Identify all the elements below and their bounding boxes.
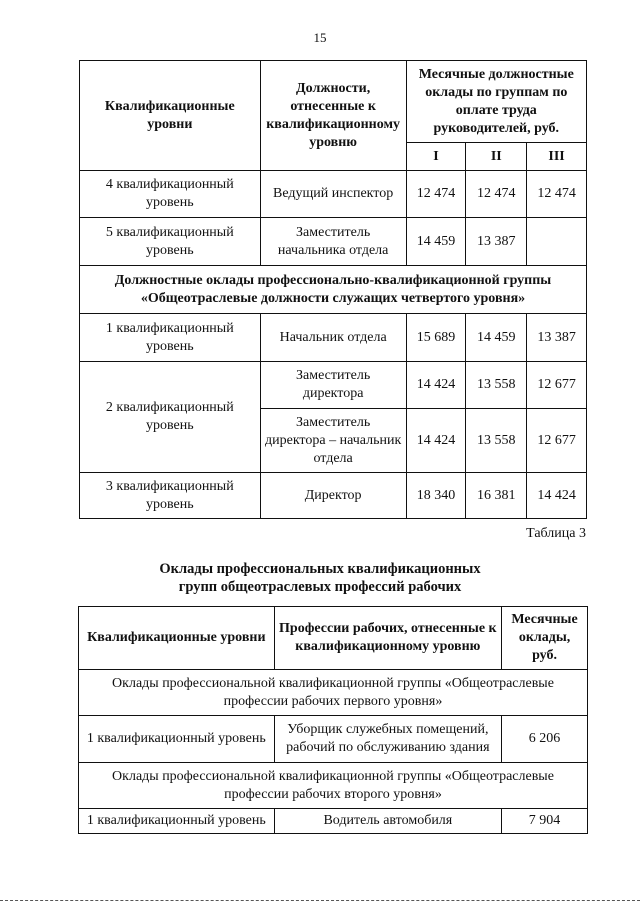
group-heading: Оклады профессиональной квалификационной группы «Общеотраслевые профессии рабочих второго уровня» [79, 763, 588, 809]
salary-cell: 6 206 [502, 716, 588, 763]
profession-cell: Водитель автомобиля [274, 809, 501, 834]
salary-cell: 12 474 [466, 171, 527, 218]
salary-cell: 15 689 [406, 314, 466, 362]
level-cell: 4 квалификационный уровень [80, 171, 261, 218]
page-bottom-rule [0, 900, 640, 901]
level-cell: 3 квалификационный уровень [80, 473, 261, 519]
page-number: 15 [313, 30, 327, 45]
salary-cell: 18 340 [406, 473, 466, 519]
position-cell: Директор [260, 473, 406, 519]
level-cell: 1 квалификационный уровень [80, 314, 261, 362]
position-cell: Ведущий инспектор [260, 171, 406, 218]
table-row [80, 362, 587, 409]
header-positions: Должности, отнесенные к квалификационному уровню [260, 61, 406, 171]
salary-cell: 14 424 [406, 409, 466, 473]
level-cell: 1 квалификационный уровень [79, 716, 275, 763]
table-title [0, 560, 640, 596]
profession-cell: Уборщик служебных помещений, рабочий по обслуживанию здания [274, 716, 501, 763]
table-title-line: Оклады профессиональных квалификационных [159, 561, 481, 577]
salary-cell: 12 677 [527, 362, 587, 409]
level-cell: 5 квалификационный уровень [80, 218, 261, 266]
salary-cell [527, 218, 587, 266]
salary-cell: 14 424 [527, 473, 587, 519]
salary-cell: 13 387 [466, 218, 527, 266]
header-group-i: I [406, 143, 466, 171]
salary-cell: 14 424 [406, 362, 466, 409]
salary-cell: 14 459 [466, 314, 527, 362]
position-cell: Заместитель директора [260, 362, 406, 409]
group-heading: Оклады профессиональной квалификационной группы «Общеотраслевые профессии рабочих первого уровня» [79, 670, 588, 716]
position-cell: Заместитель начальника отдела [260, 218, 406, 266]
header-levels: Квалификационные уровни [79, 607, 275, 670]
table-row [80, 473, 587, 519]
header-salary: Месячные оклады, руб. [502, 607, 588, 670]
table-row [80, 314, 587, 362]
salary-cell: 13 558 [466, 409, 527, 473]
table-caption: Таблица 3 [526, 526, 586, 541]
salary-cell: 12 677 [527, 409, 587, 473]
position-cell: Заместитель директора – начальник отдела [260, 409, 406, 473]
header-group-ii: II [466, 143, 527, 171]
position-cell: Начальник отдела [260, 314, 406, 362]
table-title-line: групп общеотраслевых профессий рабочих [178, 579, 462, 595]
salary-table-workers [78, 606, 588, 834]
table-row [79, 716, 588, 763]
header-salaries: Месячные должностные оклады по группам по оплате труда руководителей, руб. [406, 61, 586, 143]
salary-cell: 12 474 [406, 171, 466, 218]
table-row [80, 171, 587, 218]
salary-cell: 7 904 [502, 809, 588, 834]
table-row [80, 218, 587, 266]
header-group-iii: III [527, 143, 587, 171]
salary-cell: 16 381 [466, 473, 527, 519]
level-cell: 2 квалификационный уровень [80, 362, 261, 473]
salary-cell: 13 558 [466, 362, 527, 409]
level-cell: 1 квалификационный уровень [79, 809, 275, 834]
table-row [79, 809, 588, 834]
header-professions: Профессии рабочих, отнесенные к квалификационному уровню [274, 607, 501, 670]
salary-cell: 14 459 [406, 218, 466, 266]
group-heading: Должностные оклады профессионально-квалификационной группы «Общеотраслевые должности служащих четвертого уровня» [80, 266, 587, 314]
salary-table-managers [79, 60, 587, 519]
salary-cell: 12 474 [527, 171, 587, 218]
salary-cell: 13 387 [527, 314, 587, 362]
header-levels: Квалификационные уровни [80, 61, 261, 171]
